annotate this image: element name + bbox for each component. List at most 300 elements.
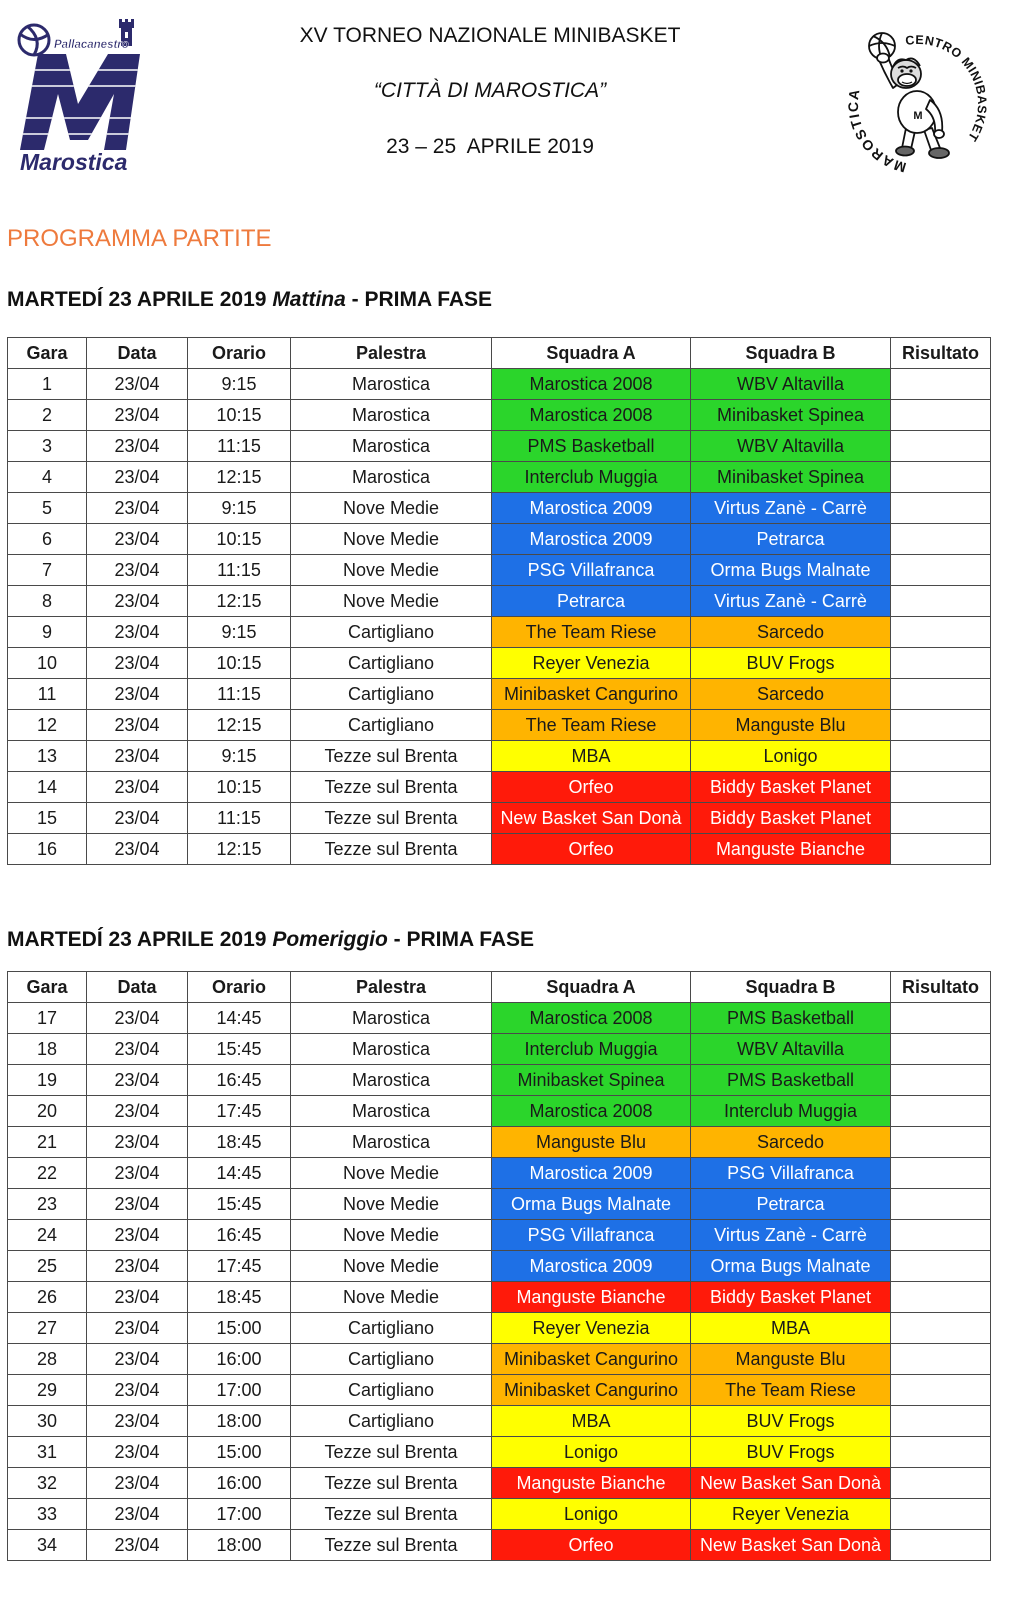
venue-cell: Cartigliano — [291, 1406, 492, 1437]
logo-ring-text-centro-minibasket: CENTRO MINIBASKET — [904, 32, 990, 144]
team-b-cell: Orma Bugs Malnate — [691, 555, 891, 586]
time-cell: 17:00 — [188, 1375, 291, 1406]
column-header-time: Orario — [188, 972, 291, 1003]
time-cell: 10:15 — [188, 648, 291, 679]
team-a-cell: Orfeo — [492, 1530, 691, 1561]
team-a-cell: Orma Bugs Malnate — [492, 1189, 691, 1220]
table-row — [8, 1220, 991, 1251]
team-a-cell: Interclub Muggia — [492, 1034, 691, 1065]
time-cell: 9:15 — [188, 741, 291, 772]
gara-cell: 2 — [8, 400, 87, 431]
gara-cell: 33 — [8, 1499, 87, 1530]
venue-cell: Cartigliano — [291, 1344, 492, 1375]
venue-cell: Nove Medie — [291, 1220, 492, 1251]
table-row — [8, 369, 991, 400]
table-row — [8, 772, 991, 803]
date-cell: 23/04 — [87, 1406, 188, 1437]
team-b-cell: Biddy Basket Planet — [691, 803, 891, 834]
result-cell — [891, 1313, 991, 1344]
gara-cell: 11 — [8, 679, 87, 710]
team-b-cell: New Basket San Donà — [691, 1468, 891, 1499]
table-header-row — [8, 338, 991, 369]
time-cell: 11:15 — [188, 555, 291, 586]
team-b-cell: Manguste Blu — [691, 710, 891, 741]
date-cell: 23/04 — [87, 493, 188, 524]
table-row — [8, 1375, 991, 1406]
date-cell: 23/04 — [87, 834, 188, 865]
date-cell: 23/04 — [87, 1344, 188, 1375]
result-cell — [891, 1468, 991, 1499]
result-cell — [891, 369, 991, 400]
result-cell — [891, 772, 991, 803]
date-cell: 23/04 — [87, 1499, 188, 1530]
date-cell: 23/04 — [87, 1096, 188, 1127]
time-cell: 14:45 — [188, 1003, 291, 1034]
column-header-time: Orario — [188, 338, 291, 369]
venue-cell: Cartigliano — [291, 648, 492, 679]
column-header-date: Data — [87, 338, 188, 369]
section-heading-afternoon — [7, 927, 534, 953]
date-cell: 23/04 — [87, 1065, 188, 1096]
gara-cell: 16 — [8, 834, 87, 865]
column-header-team-b: Squadra B — [691, 338, 891, 369]
team-b-cell: Manguste Blu — [691, 1344, 891, 1375]
date-cell: 23/04 — [87, 586, 188, 617]
table-row — [8, 586, 991, 617]
table-row — [8, 1344, 991, 1375]
venue-cell: Nove Medie — [291, 1251, 492, 1282]
team-b-cell: Sarcedo — [691, 1127, 891, 1158]
result-cell — [891, 555, 991, 586]
result-cell — [891, 1127, 991, 1158]
table-row — [8, 524, 991, 555]
date-cell: 23/04 — [87, 772, 188, 803]
team-b-cell: PSG Villafranca — [691, 1158, 891, 1189]
team-a-cell: Marostica 2008 — [492, 1096, 691, 1127]
table-row — [8, 803, 991, 834]
venue-cell: Cartigliano — [291, 617, 492, 648]
venue-cell: Marostica — [291, 1034, 492, 1065]
tournament-title: XV TORNEO NAZIONALE MINIBASKET — [299, 24, 681, 47]
team-b-cell: Biddy Basket Planet — [691, 772, 891, 803]
date-cell: 23/04 — [87, 431, 188, 462]
team-a-cell: Manguste Bianche — [492, 1282, 691, 1313]
section-date: MARTEDÍ 23 APRILE 2019 — [7, 928, 267, 951]
venue-cell: Marostica — [291, 1096, 492, 1127]
program-title: PROGRAMMA PARTITE — [7, 225, 272, 252]
time-cell: 18:45 — [188, 1282, 291, 1313]
date-cell: 23/04 — [87, 710, 188, 741]
column-header-venue: Palestra — [291, 338, 492, 369]
gara-cell: 7 — [8, 555, 87, 586]
gara-cell: 14 — [8, 772, 87, 803]
team-a-cell: Minibasket Cangurino — [492, 679, 691, 710]
time-cell: 16:00 — [188, 1344, 291, 1375]
tournament-dates: 23 – 25 APRILE 2019 — [386, 135, 594, 158]
team-a-cell: Manguste Blu — [492, 1127, 691, 1158]
team-b-cell: WBV Altavilla — [691, 431, 891, 462]
team-a-cell: MBA — [492, 1406, 691, 1437]
result-cell — [891, 524, 991, 555]
result-cell — [891, 679, 991, 710]
table-header-row — [8, 972, 991, 1003]
table-row — [8, 1189, 991, 1220]
team-b-cell: New Basket San Donà — [691, 1530, 891, 1561]
venue-cell: Marostica — [291, 1003, 492, 1034]
date-cell: 23/04 — [87, 1282, 188, 1313]
column-header-gara: Gara — [8, 338, 87, 369]
result-cell — [891, 493, 991, 524]
venue-cell: Nove Medie — [291, 1189, 492, 1220]
team-b-cell: The Team Riese — [691, 1375, 891, 1406]
gara-cell: 31 — [8, 1437, 87, 1468]
result-cell — [891, 710, 991, 741]
date-cell: 23/04 — [87, 462, 188, 493]
table-row — [8, 400, 991, 431]
team-a-cell: Minibasket Cangurino — [492, 1344, 691, 1375]
time-cell: 15:45 — [188, 1034, 291, 1065]
time-cell: 9:15 — [188, 493, 291, 524]
team-a-cell: Minibasket Spinea — [492, 1065, 691, 1096]
team-a-cell: Manguste Bianche — [492, 1468, 691, 1499]
table-row — [8, 648, 991, 679]
pallacanestro-marostica-logo — [14, 14, 148, 176]
venue-cell: Tezze sul Brenta — [291, 803, 492, 834]
time-cell: 14:45 — [188, 1158, 291, 1189]
team-b-cell: Reyer Venezia — [691, 1499, 891, 1530]
date-cell: 23/04 — [87, 617, 188, 648]
team-a-cell: Lonigo — [492, 1499, 691, 1530]
date-cell: 23/04 — [87, 1468, 188, 1499]
table-row — [8, 555, 991, 586]
venue-cell: Nove Medie — [291, 555, 492, 586]
result-cell — [891, 803, 991, 834]
basketball-swoosh-icon — [19, 25, 49, 55]
team-a-cell: New Basket San Donà — [492, 803, 691, 834]
gara-cell: 19 — [8, 1065, 87, 1096]
team-a-cell: PSG Villafranca — [492, 555, 691, 586]
table-row — [8, 1096, 991, 1127]
team-b-cell: Minibasket Spinea — [691, 400, 891, 431]
table-row — [8, 1158, 991, 1189]
date-cell: 23/04 — [87, 1530, 188, 1561]
time-cell: 12:15 — [188, 586, 291, 617]
gara-cell: 28 — [8, 1344, 87, 1375]
result-cell — [891, 400, 991, 431]
team-b-cell: Sarcedo — [691, 679, 891, 710]
team-a-cell: Marostica 2009 — [492, 1158, 691, 1189]
result-cell — [891, 1158, 991, 1189]
result-cell — [891, 1406, 991, 1437]
time-cell: 9:15 — [188, 369, 291, 400]
date-cell: 23/04 — [87, 1034, 188, 1065]
table-row — [8, 462, 991, 493]
gara-cell: 29 — [8, 1375, 87, 1406]
table-row — [8, 1313, 991, 1344]
venue-cell: Tezze sul Brenta — [291, 1530, 492, 1561]
gara-cell: 27 — [8, 1313, 87, 1344]
venue-cell: Cartigliano — [291, 1375, 492, 1406]
column-header-team-a: Squadra A — [492, 972, 691, 1003]
result-cell — [891, 431, 991, 462]
time-cell: 17:45 — [188, 1096, 291, 1127]
team-a-cell: Marostica 2008 — [492, 1003, 691, 1034]
venue-cell: Nove Medie — [291, 1282, 492, 1313]
time-cell: 16:45 — [188, 1220, 291, 1251]
table-row — [8, 1530, 991, 1561]
section-heading-morning — [7, 287, 492, 313]
time-cell: 10:15 — [188, 524, 291, 555]
team-b-cell: Petrarca — [691, 1189, 891, 1220]
schedule-table-morning — [7, 337, 991, 865]
centro-minibasket-logo — [840, 20, 996, 180]
schedule-table-afternoon — [7, 971, 991, 1561]
column-header-result: Risultato — [891, 338, 991, 369]
team-a-cell: Orfeo — [492, 834, 691, 865]
date-cell: 23/04 — [87, 400, 188, 431]
gara-cell: 21 — [8, 1127, 87, 1158]
team-a-cell: Marostica 2008 — [492, 369, 691, 400]
result-cell — [891, 1065, 991, 1096]
time-cell: 16:00 — [188, 1468, 291, 1499]
gara-cell: 20 — [8, 1096, 87, 1127]
section-period: Pomeriggio — [272, 928, 388, 951]
venue-cell: Cartigliano — [291, 710, 492, 741]
team-b-cell: Interclub Muggia — [691, 1096, 891, 1127]
logo-text-pallacanestro: Pallacanestro — [54, 39, 129, 51]
gara-cell: 9 — [8, 617, 87, 648]
time-cell: 17:45 — [188, 1251, 291, 1282]
gara-cell: 4 — [8, 462, 87, 493]
section-phase: - PRIMA FASE — [351, 288, 493, 311]
venue-cell: Cartigliano — [291, 1313, 492, 1344]
team-a-cell: Lonigo — [492, 1437, 691, 1468]
date-cell: 23/04 — [87, 741, 188, 772]
venue-cell: Tezze sul Brenta — [291, 1499, 492, 1530]
result-cell — [891, 648, 991, 679]
gara-cell: 30 — [8, 1406, 87, 1437]
column-header-date: Data — [87, 972, 188, 1003]
result-cell — [891, 834, 991, 865]
time-cell: 10:15 — [188, 400, 291, 431]
date-cell: 23/04 — [87, 555, 188, 586]
result-cell — [891, 1530, 991, 1561]
logo-shirt-letter: M — [913, 110, 923, 122]
gara-cell: 12 — [8, 710, 87, 741]
gara-cell: 18 — [8, 1034, 87, 1065]
team-b-cell: MBA — [691, 1313, 891, 1344]
result-cell — [891, 1003, 991, 1034]
team-a-cell: PSG Villafranca — [492, 1220, 691, 1251]
date-cell: 23/04 — [87, 679, 188, 710]
gara-cell: 25 — [8, 1251, 87, 1282]
time-cell: 11:15 — [188, 803, 291, 834]
result-cell — [891, 1034, 991, 1065]
team-a-cell: Interclub Muggia — [492, 462, 691, 493]
result-cell — [891, 1251, 991, 1282]
team-b-cell: WBV Altavilla — [691, 1034, 891, 1065]
date-cell: 23/04 — [87, 648, 188, 679]
team-b-cell: Petrarca — [691, 524, 891, 555]
team-b-cell: PMS Basketball — [691, 1065, 891, 1096]
table-row — [8, 1034, 991, 1065]
letter-m-shape — [20, 54, 140, 150]
date-cell: 23/04 — [87, 1220, 188, 1251]
team-a-cell: Orfeo — [492, 772, 691, 803]
venue-cell: Tezze sul Brenta — [291, 1437, 492, 1468]
venue-cell: Marostica — [291, 400, 492, 431]
date-cell: 23/04 — [87, 1313, 188, 1344]
venue-cell: Marostica — [291, 1127, 492, 1158]
column-header-gara: Gara — [8, 972, 87, 1003]
venue-cell: Tezze sul Brenta — [291, 1468, 492, 1499]
team-b-cell: Virtus Zanè - Carrè — [691, 1220, 891, 1251]
table-row — [8, 1282, 991, 1313]
column-header-result: Risultato — [891, 972, 991, 1003]
result-cell — [891, 1189, 991, 1220]
table-row — [8, 617, 991, 648]
team-a-cell: Marostica 2009 — [492, 1251, 691, 1282]
time-cell: 9:15 — [188, 617, 291, 648]
time-cell: 12:15 — [188, 462, 291, 493]
venue-cell: Tezze sul Brenta — [291, 772, 492, 803]
svg-text:MAROSTICA — [845, 87, 908, 176]
venue-cell: Marostica — [291, 431, 492, 462]
team-b-cell: BUV Frogs — [691, 1406, 891, 1437]
date-cell: 23/04 — [87, 524, 188, 555]
result-cell — [891, 586, 991, 617]
time-cell: 11:15 — [188, 431, 291, 462]
table-row — [8, 1499, 991, 1530]
team-a-cell: The Team Riese — [492, 617, 691, 648]
table-row — [8, 679, 991, 710]
gara-cell: 17 — [8, 1003, 87, 1034]
gara-cell: 24 — [8, 1220, 87, 1251]
result-cell — [891, 1437, 991, 1468]
table-row — [8, 741, 991, 772]
date-cell: 23/04 — [87, 1437, 188, 1468]
time-cell: 18:45 — [188, 1127, 291, 1158]
team-a-cell: Marostica 2008 — [492, 400, 691, 431]
table-row — [8, 1406, 991, 1437]
team-b-cell: Sarcedo — [691, 617, 891, 648]
result-cell — [891, 1499, 991, 1530]
venue-cell: Cartigliano — [291, 679, 492, 710]
date-cell: 23/04 — [87, 369, 188, 400]
team-b-cell: Virtus Zanè - Carrè — [691, 586, 891, 617]
venue-cell: Tezze sul Brenta — [291, 834, 492, 865]
time-cell: 16:45 — [188, 1065, 291, 1096]
team-b-cell: Minibasket Spinea — [691, 462, 891, 493]
venue-cell: Marostica — [291, 462, 492, 493]
venue-cell: Marostica — [291, 1065, 492, 1096]
time-cell: 17:00 — [188, 1499, 291, 1530]
venue-cell: Nove Medie — [291, 493, 492, 524]
table-row — [8, 710, 991, 741]
table-row — [8, 1251, 991, 1282]
date-cell: 23/04 — [87, 1189, 188, 1220]
date-cell: 23/04 — [87, 1158, 188, 1189]
logo-ring-text-marostica: MAROSTICA — [844, 86, 908, 176]
time-cell: 10:15 — [188, 772, 291, 803]
result-cell — [891, 1344, 991, 1375]
team-b-cell: BUV Frogs — [691, 648, 891, 679]
team-a-cell: Minibasket Cangurino — [492, 1375, 691, 1406]
section-period: Mattina — [272, 288, 346, 311]
date-cell: 23/04 — [87, 1003, 188, 1034]
table-row — [8, 1127, 991, 1158]
team-a-cell: PMS Basketball — [492, 431, 691, 462]
date-cell: 23/04 — [87, 1251, 188, 1282]
time-cell: 15:00 — [188, 1437, 291, 1468]
team-b-cell: PMS Basketball — [691, 1003, 891, 1034]
column-header-venue: Palestra — [291, 972, 492, 1003]
gara-cell: 26 — [8, 1282, 87, 1313]
table-row — [8, 1065, 991, 1096]
venue-cell: Nove Medie — [291, 1158, 492, 1189]
gara-cell: 34 — [8, 1530, 87, 1561]
table-row — [8, 1003, 991, 1034]
team-a-cell: Reyer Venezia — [492, 1313, 691, 1344]
team-b-cell: Biddy Basket Planet — [691, 1282, 891, 1313]
gorilla-mascot-icon — [869, 33, 949, 158]
team-a-cell: MBA — [492, 741, 691, 772]
gara-cell: 5 — [8, 493, 87, 524]
time-cell: 11:15 — [188, 679, 291, 710]
team-b-cell: Virtus Zanè - Carrè — [691, 493, 891, 524]
column-header-team-a: Squadra A — [492, 338, 691, 369]
result-cell — [891, 1220, 991, 1251]
gara-cell: 1 — [8, 369, 87, 400]
result-cell — [891, 1096, 991, 1127]
result-cell — [891, 1375, 991, 1406]
team-b-cell: WBV Altavilla — [691, 369, 891, 400]
gara-cell: 13 — [8, 741, 87, 772]
section-date: MARTEDÍ 23 APRILE 2019 — [7, 288, 267, 311]
time-cell: 18:00 — [188, 1530, 291, 1561]
team-a-cell: Petrarca — [492, 586, 691, 617]
gara-cell: 22 — [8, 1158, 87, 1189]
table-row — [8, 493, 991, 524]
table-row — [8, 1437, 991, 1468]
gara-cell: 8 — [8, 586, 87, 617]
table-row — [8, 1468, 991, 1499]
column-header-team-b: Squadra B — [691, 972, 891, 1003]
venue-cell: Nove Medie — [291, 586, 492, 617]
team-a-cell: Marostica 2009 — [492, 524, 691, 555]
table-row — [8, 431, 991, 462]
result-cell — [891, 741, 991, 772]
team-b-cell: Lonigo — [691, 741, 891, 772]
gara-cell: 32 — [8, 1468, 87, 1499]
team-b-cell: BUV Frogs — [691, 1437, 891, 1468]
tournament-subtitle: “CITTÀ DI MAROSTICA” — [373, 79, 607, 102]
gara-cell: 6 — [8, 524, 87, 555]
time-cell: 15:00 — [188, 1313, 291, 1344]
time-cell: 15:45 — [188, 1189, 291, 1220]
section-phase: - PRIMA FASE — [393, 928, 535, 951]
venue-cell: Marostica — [291, 369, 492, 400]
time-cell: 12:15 — [188, 834, 291, 865]
result-cell — [891, 1282, 991, 1313]
team-a-cell: Marostica 2009 — [492, 493, 691, 524]
date-cell: 23/04 — [87, 1375, 188, 1406]
result-cell — [891, 617, 991, 648]
gara-cell: 3 — [8, 431, 87, 462]
team-a-cell: Reyer Venezia — [492, 648, 691, 679]
gara-cell: 10 — [8, 648, 87, 679]
table-row — [8, 834, 991, 865]
